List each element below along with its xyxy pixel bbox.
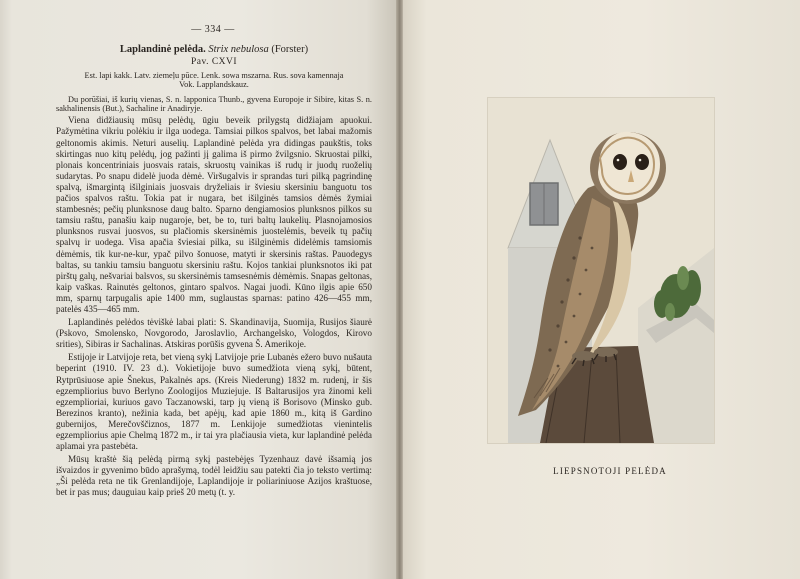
title-common-name: Laplandinė pelėda. — [119, 44, 206, 55]
foreign-names-line-1: Est. lapi kakk. Latv. ziemeļu pūce. Lenk. sowa mszarna. Rus. sova kamennaja — [84, 71, 344, 81]
paragraph-description: Viena didžiausių mūsų pelėdų, ūgiu beveik prilygstą didžiajam apuokui. Pažymėtina vikriu polėkiu ir ilga uodega. Tamsiai pilkos spalvos, bet labai mažomis geltonomis akimis. Neturi auselių. Laplandinė pelėda yra didingas paukštis, toks skirtingas nuo kitų pelėdų, jog pažinti jį galima iš pirmo žvilgsnio. Skruostai pilki, plonais koncentriniais juosvais ratais, skruostų vainikas iš rudų ir juodų ruoželių sudarytas. Po snapu didelė juoda dėmė. Viršugalvis ir sprandas turi pilką pagrindinę spalvą, išmargintą išilginiais juosvais dryželiais ir šviesiu skersiniu banguotu tos pačios spalvos raštu. Tokia pat ir nugara, bet išilginės tamsios dėmės žymiai stambesnės; pečių plunksnose daug balto. Sparno dengiamosios plunksnos pilkos su tamsiu raštu, panašiu kaip nugaroje, bet, be to, turi baltų laukelių. Plasnojamosios plunksnos rusvai juosvos, su plačiomis skersinėmis juostelėmis, beveik tų pačių spalvų ir uodega. Visa apačia šviesiai pilka, su išilginėmis didelėmis tamsiomis dėmėmis, tik kur-ne-kur, ypač pilvo šonuose, matyti ir skersinis raštas. Pauodegys baltas, su tankiu tamsiu banguotu skersiniu raštu. Kojos tankiai plunksnotos iki pat pirštų galų, nešvariai balsvos, su skersinėmis tamsesnėmis dėmėmis. Snapas geltonas, kaip vaškas. Rainutės geltonos, gintaro spalvos. Nagai juodi. Kūno ilgis apie 650 mm, sparnų tarpugalis apie 1400 mm, suglaustas sparnas: patino 426—455 mm, patelės 435—465 mm. — [56, 115, 372, 314]
foreign-names — [56, 71, 372, 90]
owl-illustration — [488, 98, 714, 443]
article-body — [56, 44, 372, 499]
page-number: — 334 — — [191, 24, 235, 35]
illustration-caption: LIEPSNOTOJI PELĖDA — [553, 466, 667, 476]
title-latin-name: Strix nebulosa — [208, 44, 269, 55]
species-title — [56, 44, 372, 55]
title-author: (Forster) — [271, 44, 309, 55]
paragraph-records: Estijoje ir Latvijoje reta, bet vieną sykį Latvijoje prie Lubanės ežero buvo nušauta beperint (1910. IV. 23 d.). Vokietijoje buvo sumedžiota vieną sykį, būtent, Rytprūsiuose apie Šnekus, Pakalnės aps. (Kreis Niederung) 1832 m. rudenį, ir šis egzempliorius buvo Berlyno Zoologijos Muziejuje. Iš Baltarusijos yra žinomi keli egzemplioriai, kuriuos gavo Taczanowski, tarp jų vieną iš Borisovo (Minsko gub. Berezinos kranto), nežinia kada, bet apėjų, kad apie 1860 m., kitą iš Gardino gubernijos, Merečovščiznos, 1877 m. Lenkijoje sumedžiotas vienintelis egzempliorius apie Chelmą 1872 m., ir tai yra plačiausia vieta, kur laplandinė pelėda aplamai yra pastebėta. — [56, 352, 372, 452]
paragraph-range: Laplandinės pelėdos tėviškė labai plati: S. Skandinavija, Suomija, Rusijos šiaurė (Pskovo, Smolensko, Novgorodo, Jaroslavlio, Archangelsko, Vologdos, Kirovo srities), Sibiras ir Sachalinas. Atskiras porūšis gyvena Š. Amerikoje. — [56, 317, 372, 350]
foreign-names-line-2: Vok. Lapplandskauz. — [179, 80, 249, 90]
plate-reference: Pav. CXVI — [190, 57, 238, 68]
subspecies-note: Du porūšiai, iš kurių vienas, S. n. lapponica Thunb., gyvena Europoje ir Sibire, kitas S. n. sakhalinensis (But.), Sachaline ir Anadiryje. — [56, 94, 372, 114]
owl-drawing — [488, 98, 714, 443]
paragraph-history: Mūsų kraštė šią pelėdą pirmą sykį pastebėjęs Tyzenhauz davė išsamią jos išvaizdos ir gyvenimo būdo aprašymą, todėl leidžiu sau patekti čia jo teksto vertimą: „Ši pelėda reta ne tik Grenlandijoje, Laplandijoje ir poliariniuose Azijos kraštuose, bet ir pas mus; dauguiau kaip prieš 20 metų (t. y. — [56, 454, 372, 498]
left-page — [0, 0, 398, 579]
